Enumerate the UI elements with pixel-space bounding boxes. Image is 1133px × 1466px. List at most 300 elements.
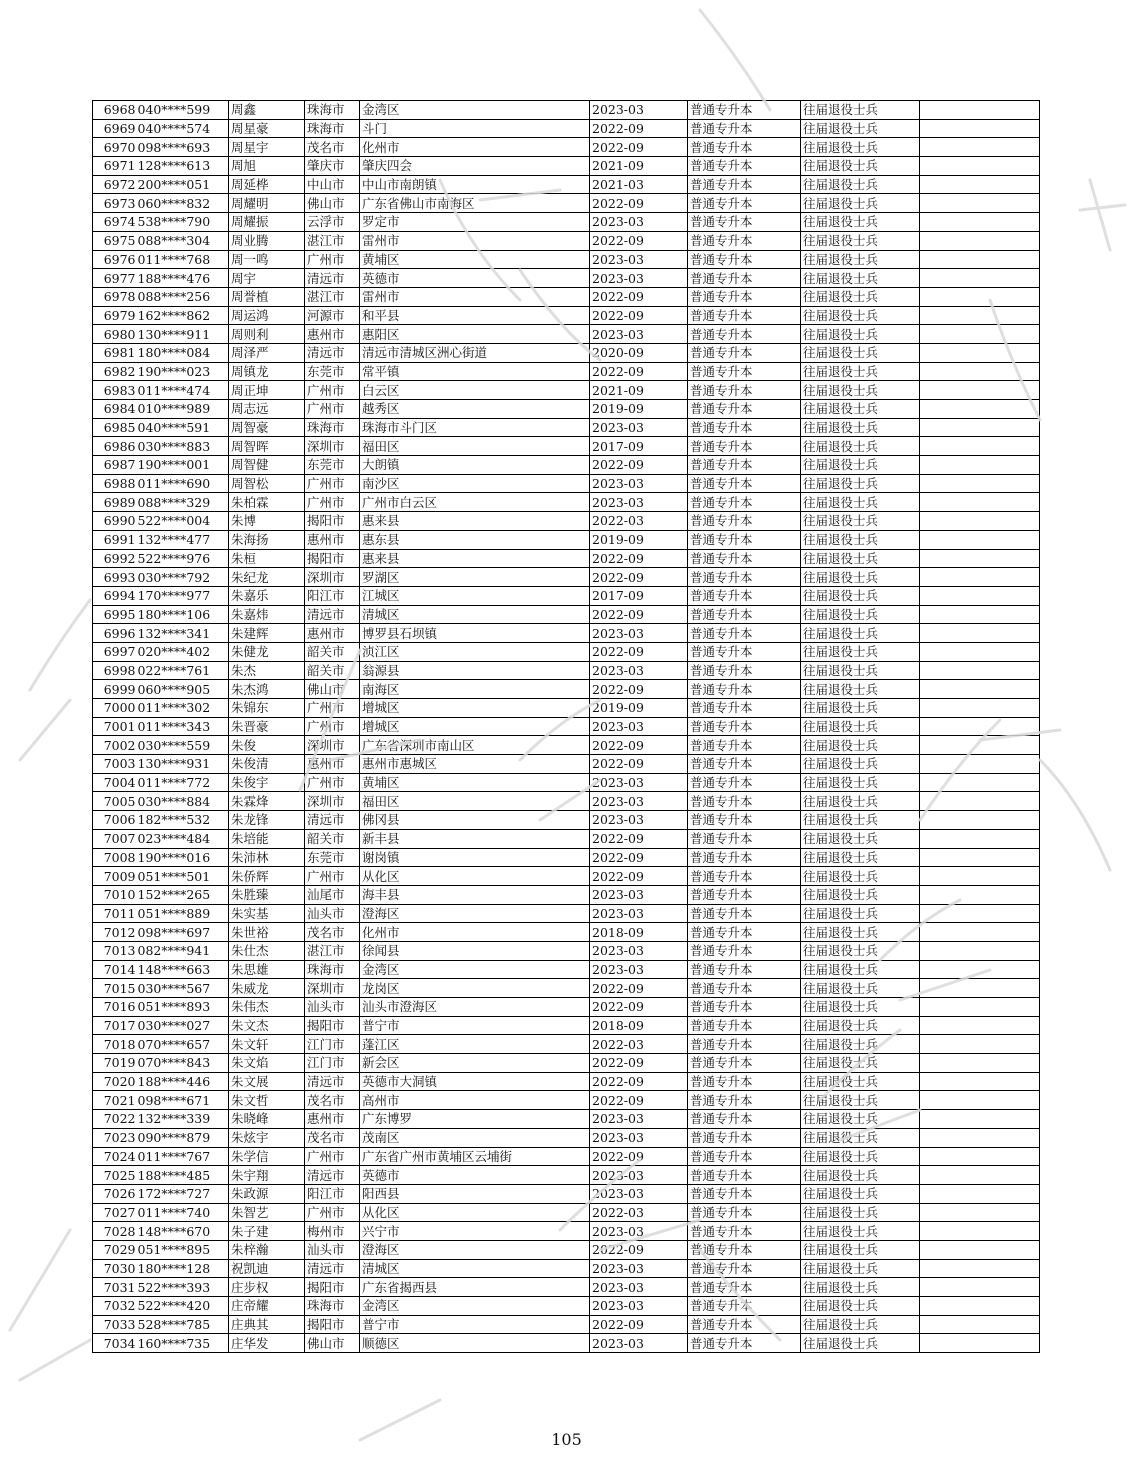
cell-enrollment-term: 2023-03 (590, 418, 688, 437)
cell-city: 汕尾市 (305, 885, 360, 904)
cell-city: 深圳市 (305, 792, 360, 811)
cell-district: 广东省佛山市南海区 (360, 194, 590, 213)
cell-name: 朱俊清 (229, 755, 305, 774)
cell-district: 清远市清城区洲心街道 (360, 343, 590, 362)
cell-category: 往届退役士兵 (801, 624, 920, 643)
cell-empty (920, 1072, 1040, 1091)
cell-program-type: 普通专升本 (688, 549, 801, 568)
cell-city: 韶关市 (305, 829, 360, 848)
table-row (93, 194, 1040, 213)
cell-district: 翁源县 (360, 661, 590, 680)
cell-program-type: 普通专升本 (688, 736, 801, 755)
table-row (93, 960, 1040, 979)
table-row (93, 717, 1040, 736)
cell-name: 周耀明 (229, 194, 305, 213)
cell-enrollment-term: 2022-09 (590, 1054, 688, 1073)
cell-category: 往届退役士兵 (801, 456, 920, 475)
cell-program-type: 普通专升本 (688, 343, 801, 362)
cell-enrollment-term: 2023-03 (590, 1128, 688, 1147)
cell-name: 周智健 (229, 456, 305, 475)
cell-enrollment-term: 2023-03 (590, 661, 688, 680)
cell-name: 朱世裕 (229, 923, 305, 942)
cell-empty (920, 811, 1040, 830)
cell-program-type: 普通专升本 (688, 717, 801, 736)
table-row (93, 1054, 1040, 1073)
table-row (93, 549, 1040, 568)
cell-id-number: 522****004 (137, 512, 229, 531)
cell-name: 周业腾 (229, 231, 305, 250)
cell-empty (920, 493, 1040, 512)
cell-city: 中山市 (305, 175, 360, 194)
table-row (93, 325, 1040, 344)
cell-district: 福田区 (360, 792, 590, 811)
cell-empty (920, 250, 1040, 269)
cell-district: 蓬江区 (360, 1035, 590, 1054)
cell-district: 广州市白云区 (360, 493, 590, 512)
cell-name: 朱俊 (229, 736, 305, 755)
cell-district: 龙岗区 (360, 979, 590, 998)
cell-id-number: 180****084 (137, 343, 229, 362)
cell-name: 周正坤 (229, 381, 305, 400)
cell-category: 往届退役士兵 (801, 848, 920, 867)
cell-row-number: 7028 (93, 1222, 137, 1241)
cell-district: 越秀区 (360, 400, 590, 419)
cell-enrollment-term: 2023-03 (590, 904, 688, 923)
cell-city: 广州市 (305, 1203, 360, 1222)
cell-empty (920, 287, 1040, 306)
cell-empty (920, 138, 1040, 157)
cell-row-number: 7018 (93, 1035, 137, 1054)
cell-row-number: 7012 (93, 923, 137, 942)
cell-district: 珠海市斗门区 (360, 418, 590, 437)
cell-city: 珠海市 (305, 1297, 360, 1316)
cell-id-number: 162****862 (137, 306, 229, 325)
cell-district: 金湾区 (360, 1297, 590, 1316)
cell-id-number: 188****446 (137, 1072, 229, 1091)
cell-id-number: 011****772 (137, 773, 229, 792)
cell-row-number: 6995 (93, 605, 137, 624)
cell-id-number: 030****567 (137, 979, 229, 998)
cell-program-type: 普通专升本 (688, 400, 801, 419)
table-row (93, 1166, 1040, 1185)
cell-id-number: 152****265 (137, 885, 229, 904)
cell-program-type: 普通专升本 (688, 418, 801, 437)
cell-name: 周宇 (229, 269, 305, 288)
cell-category: 往届退役士兵 (801, 157, 920, 176)
cell-row-number: 7009 (93, 867, 137, 886)
cell-city: 清远市 (305, 811, 360, 830)
cell-name: 朱杰 (229, 661, 305, 680)
cell-category: 往届退役士兵 (801, 493, 920, 512)
cell-id-number: 011****767 (137, 1147, 229, 1166)
cell-district: 英德市 (360, 269, 590, 288)
cell-row-number: 7011 (93, 904, 137, 923)
cell-row-number: 7029 (93, 1240, 137, 1259)
table-row (93, 979, 1040, 998)
cell-district: 黄埔区 (360, 773, 590, 792)
cell-name: 庄华发 (229, 1334, 305, 1353)
cell-name: 朱桓 (229, 549, 305, 568)
cell-row-number: 6988 (93, 474, 137, 493)
cell-row-number: 6993 (93, 568, 137, 587)
cell-district: 化州市 (360, 138, 590, 157)
cell-name: 朱柏霖 (229, 493, 305, 512)
cell-district: 雷州市 (360, 231, 590, 250)
cell-empty (920, 755, 1040, 774)
cell-program-type: 普通专升本 (688, 829, 801, 848)
cell-program-type: 普通专升本 (688, 1259, 801, 1278)
cell-empty (920, 1297, 1040, 1316)
table-row (93, 231, 1040, 250)
table-row (93, 605, 1040, 624)
cell-district: 普宁市 (360, 1315, 590, 1334)
cell-city: 佛山市 (305, 194, 360, 213)
cell-program-type: 普通专升本 (688, 530, 801, 549)
cell-district: 澄海区 (360, 1240, 590, 1259)
cell-enrollment-term: 2022-09 (590, 1147, 688, 1166)
cell-empty (920, 231, 1040, 250)
cell-name: 周星豪 (229, 119, 305, 138)
cell-id-number: 010****989 (137, 400, 229, 419)
cell-id-number: 190****023 (137, 362, 229, 381)
cell-empty (920, 175, 1040, 194)
cell-empty (920, 1054, 1040, 1073)
cell-id-number: 148****663 (137, 960, 229, 979)
cell-district: 惠来县 (360, 549, 590, 568)
cell-row-number: 7014 (93, 960, 137, 979)
table-row (93, 1334, 1040, 1353)
cell-row-number: 6997 (93, 642, 137, 661)
cell-name: 朱思雄 (229, 960, 305, 979)
cell-name: 朱嘉炜 (229, 605, 305, 624)
cell-district: 白云区 (360, 381, 590, 400)
table-row (93, 418, 1040, 437)
cell-enrollment-term: 2023-03 (590, 1297, 688, 1316)
cell-city: 阳江市 (305, 586, 360, 605)
cell-row-number: 7001 (93, 717, 137, 736)
cell-program-type: 普通专升本 (688, 1016, 801, 1035)
cell-id-number: 023****484 (137, 829, 229, 848)
cell-enrollment-term: 2022-09 (590, 736, 688, 755)
cell-name: 周泽严 (229, 343, 305, 362)
cell-city: 广州市 (305, 400, 360, 419)
cell-enrollment-term: 2023-03 (590, 101, 688, 120)
cell-city: 清远市 (305, 1072, 360, 1091)
cell-program-type: 普通专升本 (688, 885, 801, 904)
cell-name: 朱健龙 (229, 642, 305, 661)
cell-district: 南沙区 (360, 474, 590, 493)
cell-city: 广州市 (305, 773, 360, 792)
cell-city: 深圳市 (305, 437, 360, 456)
cell-row-number: 6991 (93, 530, 137, 549)
cell-city: 深圳市 (305, 568, 360, 587)
table-row (93, 175, 1040, 194)
cell-program-type: 普通专升本 (688, 1315, 801, 1334)
cell-enrollment-term: 2022-09 (590, 1091, 688, 1110)
cell-category: 往届退役士兵 (801, 829, 920, 848)
cell-program-type: 普通专升本 (688, 269, 801, 288)
cell-name: 周鑫 (229, 101, 305, 120)
cell-enrollment-term: 2023-03 (590, 1222, 688, 1241)
cell-program-type: 普通专升本 (688, 493, 801, 512)
cell-id-number: 060****832 (137, 194, 229, 213)
cell-id-number: 098****671 (137, 1091, 229, 1110)
cell-id-number: 030****884 (137, 792, 229, 811)
cell-program-type: 普通专升本 (688, 1072, 801, 1091)
cell-program-type: 普通专升本 (688, 437, 801, 456)
cell-row-number: 6981 (93, 343, 137, 362)
cell-city: 佛山市 (305, 1334, 360, 1353)
cell-category: 往届退役士兵 (801, 736, 920, 755)
cell-city: 东莞市 (305, 456, 360, 475)
table-row (93, 250, 1040, 269)
cell-enrollment-term: 2018-09 (590, 923, 688, 942)
cell-city: 揭阳市 (305, 1278, 360, 1297)
cell-enrollment-term: 2022-09 (590, 194, 688, 213)
cell-empty (920, 1016, 1040, 1035)
table-row (93, 157, 1040, 176)
cell-program-type: 普通专升本 (688, 941, 801, 960)
cell-empty (920, 773, 1040, 792)
cell-name: 朱文哲 (229, 1091, 305, 1110)
cell-program-type: 普通专升本 (688, 1184, 801, 1203)
cell-name: 朱嘉乐 (229, 586, 305, 605)
cell-id-number: 030****792 (137, 568, 229, 587)
cell-program-type: 普通专升本 (688, 1054, 801, 1073)
table-row (93, 530, 1040, 549)
table-row (93, 1240, 1040, 1259)
cell-program-type: 普通专升本 (688, 848, 801, 867)
cell-city: 清远市 (305, 343, 360, 362)
cell-row-number: 6985 (93, 418, 137, 437)
cell-category: 往届退役士兵 (801, 269, 920, 288)
cell-empty (920, 400, 1040, 419)
cell-id-number: 051****889 (137, 904, 229, 923)
cell-city: 湛江市 (305, 231, 360, 250)
cell-city: 揭阳市 (305, 1016, 360, 1035)
table-row (93, 1072, 1040, 1091)
table-row (93, 829, 1040, 848)
cell-category: 往届退役士兵 (801, 699, 920, 718)
cell-city: 茂名市 (305, 1128, 360, 1147)
cell-name: 朱锦东 (229, 699, 305, 718)
table-row (93, 213, 1040, 232)
cell-enrollment-term: 2022-09 (590, 755, 688, 774)
cell-row-number: 7004 (93, 773, 137, 792)
cell-id-number: 132****341 (137, 624, 229, 643)
cell-category: 往届退役士兵 (801, 306, 920, 325)
cell-name: 朱文轩 (229, 1035, 305, 1054)
cell-empty (920, 605, 1040, 624)
cell-program-type: 普通专升本 (688, 157, 801, 176)
cell-name: 朱文焰 (229, 1054, 305, 1073)
cell-id-number: 172****727 (137, 1184, 229, 1203)
cell-program-type: 普通专升本 (688, 680, 801, 699)
cell-enrollment-term: 2022-09 (590, 1072, 688, 1091)
cell-enrollment-term: 2022-09 (590, 979, 688, 998)
cell-row-number: 6999 (93, 680, 137, 699)
cell-id-number: 011****740 (137, 1203, 229, 1222)
cell-row-number: 7034 (103, 1335, 136, 1351)
cell-enrollment-term: 2022-09 (590, 1240, 688, 1259)
cell-id-number: 522****420 (137, 1297, 229, 1316)
cell-row-number: 7030 (93, 1259, 137, 1278)
cell-enrollment-term: 2022-09 (590, 549, 688, 568)
cell-district: 海丰县 (360, 885, 590, 904)
cell-row-number: 6973 (93, 194, 137, 213)
cell-category: 往届退役士兵 (801, 1128, 920, 1147)
cell-id-number: 030****027 (137, 1016, 229, 1035)
cell-id-number: 040****599 (137, 101, 229, 120)
cell-name: 朱梓瀚 (229, 1240, 305, 1259)
cell-empty (920, 157, 1040, 176)
cell-category: 往届退役士兵 (801, 287, 920, 306)
cell-program-type: 普通专升本 (688, 867, 801, 886)
table-row (93, 138, 1040, 157)
cell-program-type: 普通专升本 (688, 755, 801, 774)
cell-program-type: 普通专升本 (688, 1297, 801, 1316)
cell-enrollment-term: 2023-03 (590, 213, 688, 232)
cell-enrollment-term: 2023-03 (590, 811, 688, 830)
cell-name: 朱海扬 (229, 530, 305, 549)
cell-name: 朱霖烽 (229, 792, 305, 811)
cell-empty (920, 1110, 1040, 1129)
cell-category: 往届退役士兵 (801, 119, 920, 138)
cell-district: 惠东县 (360, 530, 590, 549)
cell-name: 朱实基 (229, 904, 305, 923)
cell-empty (920, 998, 1040, 1017)
cell-empty (920, 1240, 1040, 1259)
cell-empty (920, 568, 1040, 587)
cell-city: 河源市 (305, 306, 360, 325)
cell-city: 清远市 (305, 269, 360, 288)
cell-row-number: 6979 (93, 306, 137, 325)
cell-row-number: 7016 (93, 998, 137, 1017)
cell-city: 惠州市 (305, 755, 360, 774)
cell-id-number: 040****591 (137, 418, 229, 437)
cell-enrollment-term: 2019-09 (590, 699, 688, 718)
cell-id-number: 098****693 (137, 138, 229, 157)
cell-category: 往届退役士兵 (801, 418, 920, 437)
cell-city: 梅州市 (305, 1222, 360, 1241)
table-row (93, 119, 1040, 138)
cell-district: 斗门 (360, 119, 590, 138)
table-row (93, 493, 1040, 512)
cell-empty (920, 1184, 1040, 1203)
cell-category: 往届退役士兵 (801, 1240, 920, 1259)
cell-district: 福田区 (360, 437, 590, 456)
table-row (93, 642, 1040, 661)
cell-enrollment-term: 2021-09 (590, 157, 688, 176)
cell-district: 兴宁市 (360, 1222, 590, 1241)
cell-category: 往届退役士兵 (801, 605, 920, 624)
cell-row-number: 6986 (93, 437, 137, 456)
cell-program-type: 普通专升本 (688, 624, 801, 643)
cell-empty (920, 699, 1040, 718)
cell-category: 往届退役士兵 (801, 213, 920, 232)
cell-row-number: 6982 (93, 362, 137, 381)
cell-program-type: 普通专升本 (688, 773, 801, 792)
cell-city: 珠海市 (305, 119, 360, 138)
cell-row-number: 6980 (93, 325, 137, 344)
cell-row-number: 7021 (93, 1091, 137, 1110)
cell-city: 揭阳市 (305, 512, 360, 531)
cell-category: 往届退役士兵 (801, 941, 920, 960)
table-row (93, 474, 1040, 493)
cell-row-number: 7026 (93, 1184, 137, 1203)
cell-category: 往届退役士兵 (801, 1054, 920, 1073)
table-row (93, 400, 1040, 419)
cell-city: 云浮市 (305, 213, 360, 232)
cell-name: 朱侨辉 (229, 867, 305, 886)
cell-name: 朱仕杰 (229, 941, 305, 960)
cell-district: 佛冈县 (360, 811, 590, 830)
cell-name: 朱炫宇 (229, 1128, 305, 1147)
table-row (93, 381, 1040, 400)
cell-enrollment-term: 2022-03 (590, 1203, 688, 1222)
cell-category: 往届退役士兵 (801, 1278, 920, 1297)
cell-enrollment-term: 2023-03 (590, 493, 688, 512)
cell-name: 朱杰鸿 (229, 680, 305, 699)
cell-id-number: 160****735 (137, 1334, 229, 1353)
cell-category: 往届退役士兵 (801, 530, 920, 549)
cell-city: 广州市 (305, 1147, 360, 1166)
cell-row-number: 6996 (93, 624, 137, 643)
cell-enrollment-term: 2022-09 (590, 231, 688, 250)
cell-enrollment-term: 2023-03 (590, 1110, 688, 1129)
cell-program-type: 普通专升本 (688, 306, 801, 325)
cell-category: 往届退役士兵 (801, 1091, 920, 1110)
table-row (93, 362, 1040, 381)
cell-name: 周一鸣 (229, 250, 305, 269)
cell-enrollment-term: 2023-03 (590, 1184, 688, 1203)
table-row (93, 456, 1040, 475)
cell-city: 珠海市 (305, 960, 360, 979)
cell-enrollment-term: 2023-03 (590, 325, 688, 344)
cell-name: 周星宇 (229, 138, 305, 157)
cell-district: 肇庆四会 (360, 157, 590, 176)
cell-id-number: 060****905 (137, 680, 229, 699)
cell-empty (920, 941, 1040, 960)
table-row (93, 923, 1040, 942)
cell-empty (920, 829, 1040, 848)
cell-enrollment-term: 2019-09 (590, 400, 688, 419)
cell-name: 周誉植 (229, 287, 305, 306)
cell-category: 往届退役士兵 (801, 1222, 920, 1241)
cell-category: 往届退役士兵 (801, 960, 920, 979)
cell-id-number: 522****393 (137, 1278, 229, 1297)
cell-program-type: 普通专升本 (688, 605, 801, 624)
table-row (93, 885, 1040, 904)
cell-category: 往届退役士兵 (801, 231, 920, 250)
cell-enrollment-term: 2021-09 (590, 381, 688, 400)
cell-id-number: 200****051 (137, 175, 229, 194)
cell-empty (920, 474, 1040, 493)
cell-category: 往届退役士兵 (801, 194, 920, 213)
cell-empty (920, 1166, 1040, 1185)
cell-program-type: 普通专升本 (688, 998, 801, 1017)
cell-name: 周耀振 (229, 213, 305, 232)
cell-program-type: 普通专升本 (688, 1128, 801, 1147)
cell-name: 周智松 (229, 474, 305, 493)
cell-row-number: 6976 (93, 250, 137, 269)
cell-name: 祝凯迪 (229, 1259, 305, 1278)
cell-category: 往届退役士兵 (801, 381, 920, 400)
cell-program-type: 普通专升本 (688, 101, 801, 120)
cell-district: 顺德区 (360, 1334, 590, 1353)
cell-empty (920, 343, 1040, 362)
cell-program-type: 普通专升本 (688, 642, 801, 661)
